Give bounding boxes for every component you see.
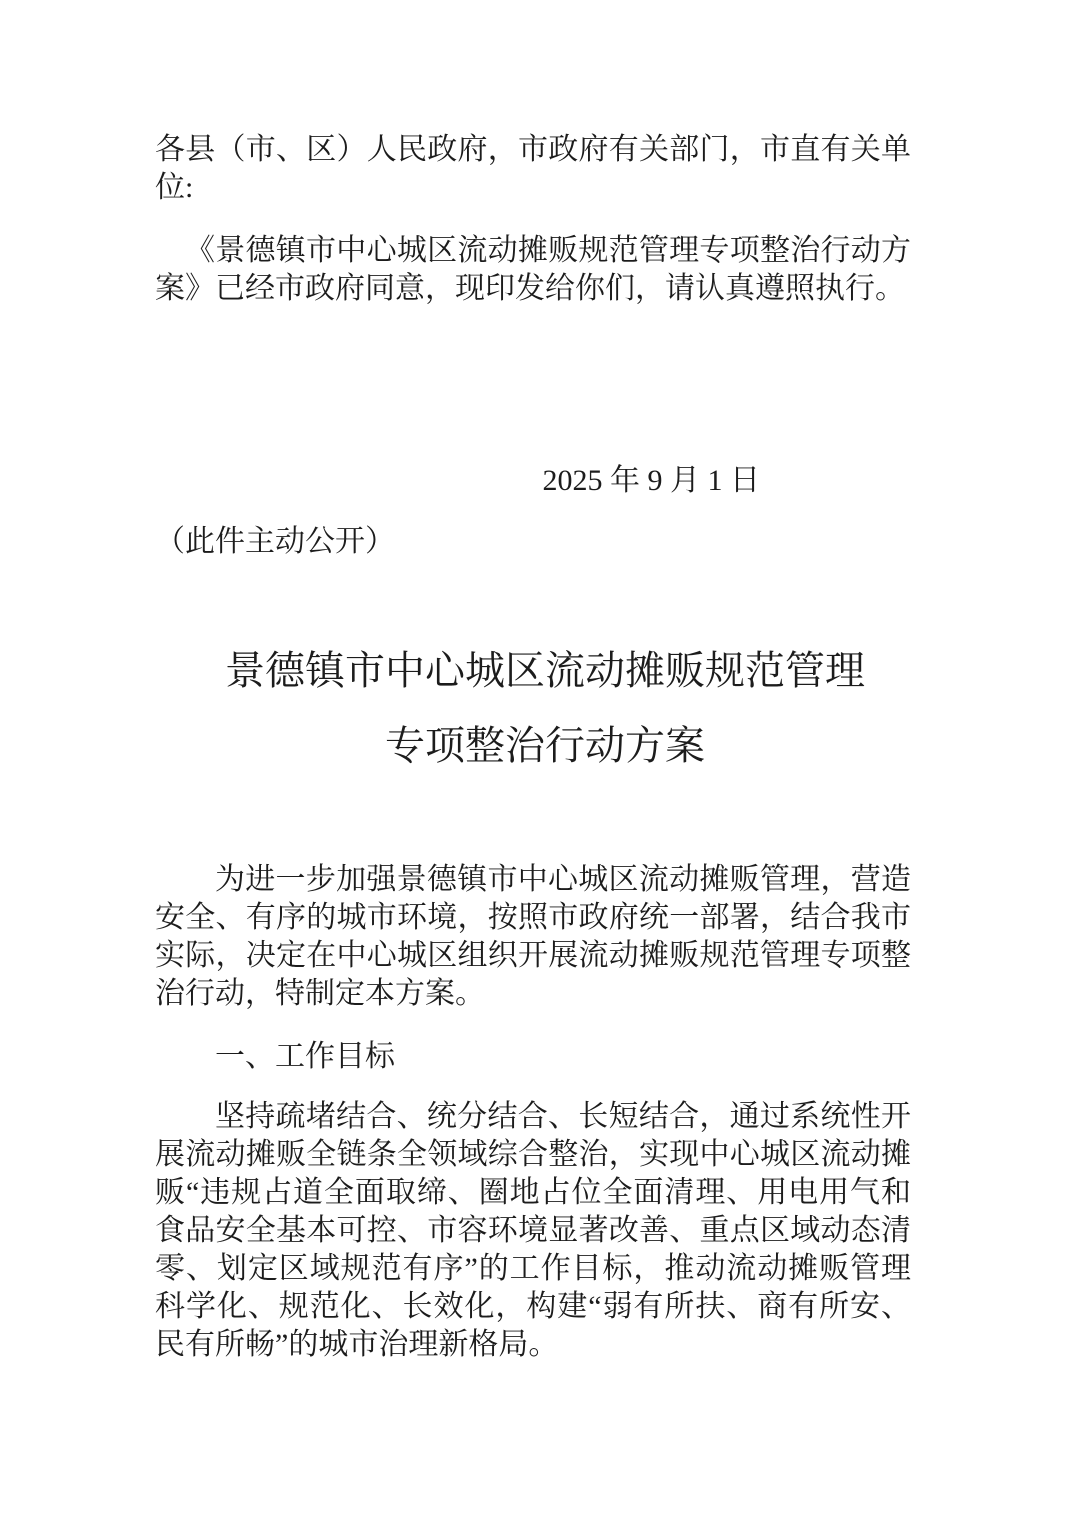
intro-paragraph: 为进一步加强景德镇市中心城区流动摊贩管理，营造安全、有序的城市环境，按照市政府统一部署，结合我市实际，决定在中心城区组织开展流动摊贩规范管理专项整治行动，特制定本方案。 bbox=[155, 863, 911, 1010]
document-title bbox=[179, 633, 911, 783]
document-title-line-2: 专项整治行动方案 bbox=[385, 723, 705, 768]
document-title-line-1: 景德镇市中心城区流动摊贩规范管理 bbox=[225, 648, 865, 693]
disclosure-note: （此件主动公开） bbox=[155, 525, 395, 558]
section-1-paragraph: 坚持疏堵结合、统分结合、长短结合，通过系统性开展流动摊贩全链条全领域综合整治，实现中心城区流动摊贩“违规占道全面取缔、圈地占位全面清理、用电用气和食品安全基本可控、市容环境显著改善、重点区域动态清零、划定区域规范有序”的工作目标，推动流动摊贩管理科学化、规范化、长效化，构建“弱有所扶、商有所安、民有所畅”的城市治理新格局。 bbox=[155, 1100, 911, 1361]
notice-paragraph: 《景德镇市中心城区流动摊贩规范管理专项整治行动方案》已经市政府同意，现印发给你们，请认真遵照执行。 bbox=[155, 234, 911, 305]
section-1-heading: 一、工作目标 bbox=[215, 1040, 395, 1073]
issue-date: 2025 年 9 月 1 日 bbox=[542, 464, 760, 497]
addressee-line: 各县（市、区）人民政府，市政府有关部门，市直有关单位: bbox=[155, 133, 911, 204]
